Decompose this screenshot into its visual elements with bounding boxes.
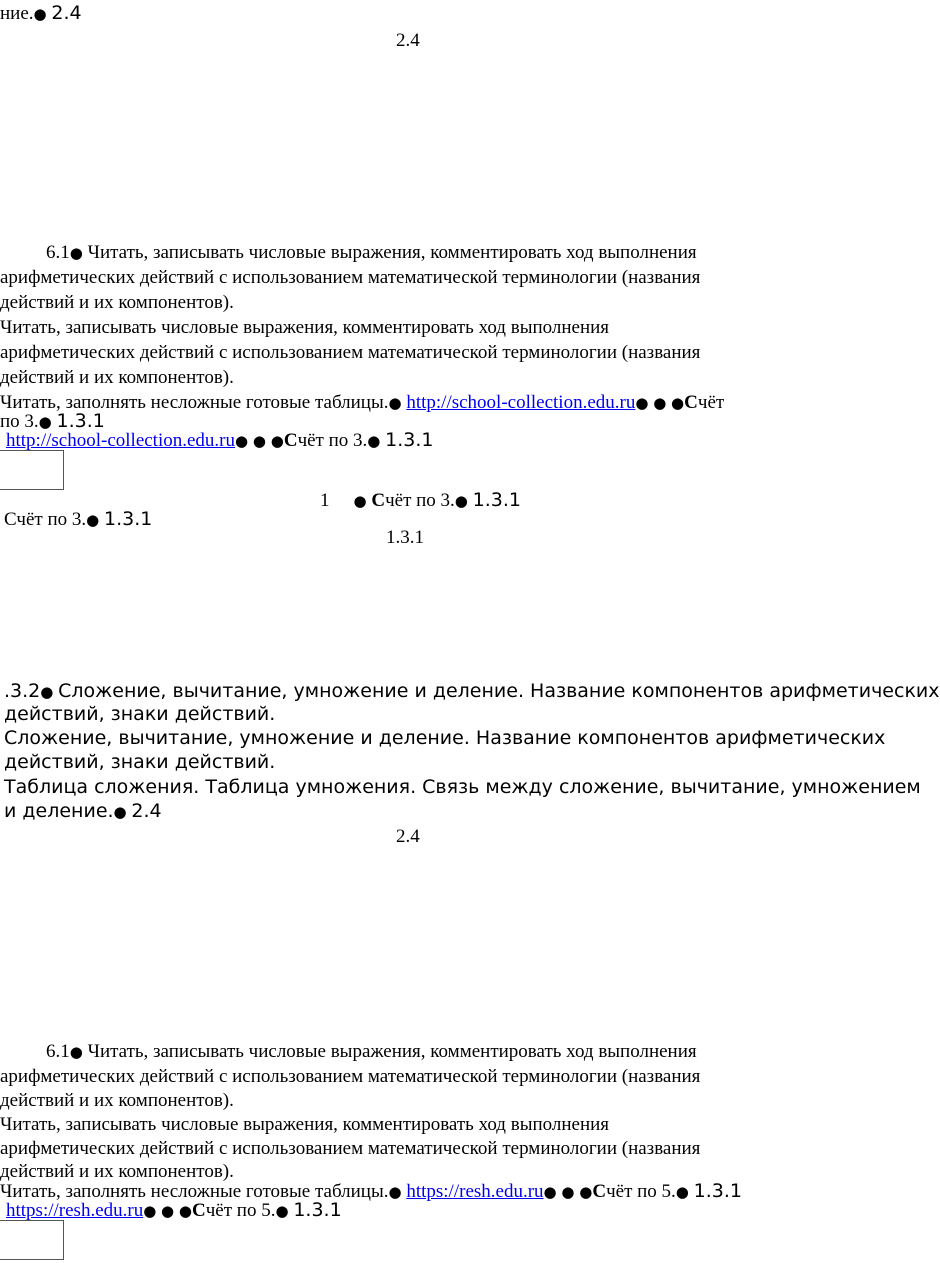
paragraph-text: Читать, заполнять несложные готовые таблицы. [0,1181,389,1202]
count-center-line [320,489,521,513]
resource-link[interactable]: http://school-collection.edu.ru [406,392,636,413]
table-cell-box [0,1220,64,1260]
paragraph-line: действий и их компонентов). [0,1161,234,1182]
bullet-icon: ● [69,244,83,262]
bullet-icon: ● [38,413,52,431]
bullet-icon: ● [113,803,127,821]
count-initial: С [592,1181,607,1202]
item-number: 1 [320,490,330,511]
count-initial: С [192,1200,206,1221]
section-number: 2.4 [51,2,82,24]
section-number: 1.3.1 [693,1180,742,1202]
count-text: чёт по 5. [606,1181,676,1202]
bullet-icon: ● [33,5,47,23]
paragraph-line [4,800,162,824]
top-line [0,2,82,26]
bullet-icon: ● ● ● [635,394,685,412]
count-text: чёт по 3. [385,490,455,511]
paragraph-line: арифметических действий с использованием математической терминологии (названия [0,1138,701,1159]
bullet-icon: ● [69,1043,83,1061]
bullet-icon: ● [353,492,367,510]
paragraph-line: арифметических действий с использованием математической терминологии (названия [0,267,701,288]
count-text: Счёт по 3. [4,509,87,530]
paragraph-line: действий, знаки действий. [4,751,276,773]
paragraph-line: действий и их компонентов). [0,367,234,388]
centered-number: 2.4 [396,30,420,51]
paragraph-line: арифметических действий с использованием математической терминологии (названия [0,1066,701,1087]
count-initial: С [283,430,298,451]
paragraph-line: Читать, записывать числовые выражения, комментировать ход выполнения [0,317,610,338]
resource-link[interactable]: https://resh.edu.ru [6,1200,144,1221]
resource-link[interactable]: http://school-collection.edu.ru [6,430,236,451]
paragraph-text: Читать, заполнять несложные готовые таблицы. [0,392,389,413]
paragraph-line: Читать, записывать числовые выражения, комментировать ход выполнения [0,1114,610,1135]
bullet-icon: ● ● ● [235,432,284,450]
bullet-icon: ● ● ● [143,1202,193,1220]
paragraph-text: Сложение, вычитание, умножение и деление. Название компонентов арифметических [58,680,940,702]
section-number: 2.4 [131,800,162,822]
bullet-icon: ● [388,394,402,412]
count-left-line [4,508,152,532]
paragraph-text: и деление. [4,800,114,822]
section-number: 6.1 [46,1041,70,1062]
section-number: 1.3.1 [385,429,434,451]
fragment-text: ние. [0,3,34,24]
paragraph-text: Читать, записывать числовые выражения, комментировать ход выполнения [87,1041,697,1062]
centered-number: 1.3.1 [386,527,424,548]
paragraph-line: Сложение, вычитание, умножение и деление. Название компонентов арифметических [4,727,886,749]
count-initial: С [684,392,698,413]
paragraph-line: арифметических действий с использованием математической терминологии (названия [0,342,701,363]
bullet-icon: ● [275,1202,289,1220]
count-text: чёт по 5. [205,1200,276,1221]
bullet-icon: ● ● ● [543,1183,593,1201]
paragraph-line: Таблица сложения. Таблица умножения. Связь между сложение, вычитание, умножением [4,776,921,798]
bullet-icon: ● [367,432,381,450]
section-number: 1.3.1 [293,1199,342,1221]
paragraph-line: действий, знаки действий. [4,703,276,725]
paragraph-line: действий и их компонентов). [0,292,234,313]
bullet-icon: ● [675,1183,689,1201]
section-number: 1.3.1 [103,508,153,530]
link-line [6,429,433,453]
section-number: 1.3.1 [472,489,521,511]
bullet-icon: ● [40,683,54,701]
bullet-icon: ● [454,492,468,510]
count-text: чёт [697,392,725,413]
section-number: .3.2 [4,680,41,702]
count-text: по 3. [0,411,39,432]
block1-line1 [46,241,697,265]
paragraph-text: Читать, записывать числовые выражения, комментировать ход выполнения [87,242,697,263]
block3-line1 [46,1040,697,1064]
block2-line1 [4,680,940,704]
centered-number: 2.4 [396,826,420,847]
paragraph-line: действий и их компонентов). [0,1090,234,1111]
tables-line [0,391,724,415]
bullet-icon: ● [388,1183,402,1201]
bullet-icon: ● [86,511,100,529]
section-number: 6.1 [46,242,70,263]
count-initial: С [371,490,386,511]
table-cell-box [0,450,64,490]
section-number: 1.3.1 [56,410,105,432]
resource-link[interactable]: https://resh.edu.ru [406,1181,544,1202]
count-text: чёт по 3. [297,430,368,451]
